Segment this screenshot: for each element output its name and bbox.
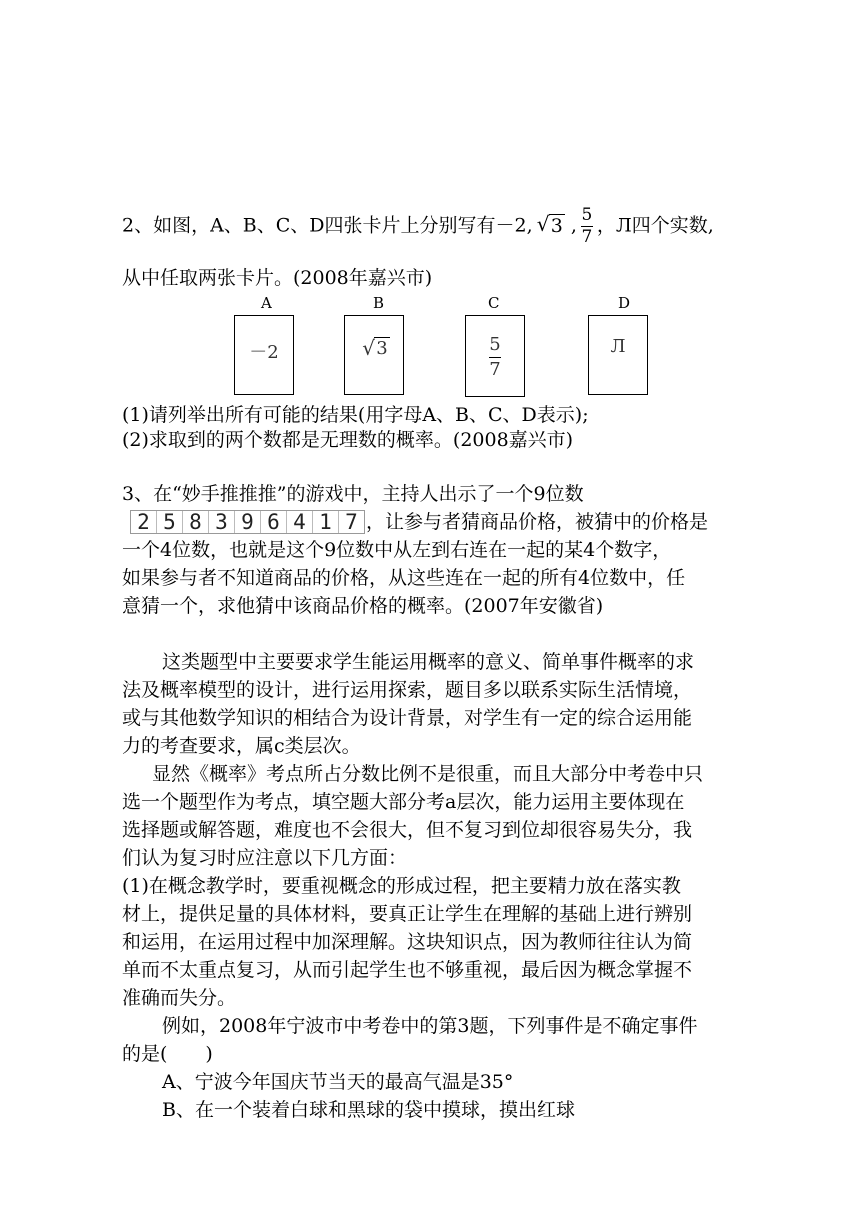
digit-cell: 5 [157,511,183,533]
q3-line5: 意猜一个，求他猜中该商品价格的概率。(2007年安徽省) [122,595,604,617]
digit-cell: 8 [183,511,209,533]
nine-digit-number [130,510,365,534]
p3-line5: 准确而失分。 [122,987,237,1009]
p1-line4: 力的考查要求，属c类层次。 [122,735,361,757]
q3-line1: 3、在“妙手推推推”的游戏中，主持人出示了一个9位数 [122,483,584,505]
digit-cell: 6 [261,511,287,533]
card-b-value: √ 3 [362,336,388,360]
p3-line2: 材上，提供足量的具体材料，要真正让学生在理解的基础上进行辨别 [122,903,693,925]
card-b-label: B [373,294,385,312]
card-c-value: $\frac{5}{7}$ [489,334,501,380]
digit-cell: 2 [131,511,157,533]
card-d-value: Л [610,336,626,357]
digit-cell: 7 [345,510,358,534]
p2-line2: 选一个题型作为考点，填空题大部分考a层次，能力运用主要体现在 [122,791,685,813]
card-c [465,315,525,397]
sqrt-3-expression: √ 3 [536,211,563,237]
card-a-value: －2 [249,342,279,363]
p4-line1: 例如，2008年宁波市中考卷中的第3题，下列事件是不确定事件 [162,1015,698,1037]
q2-line1: 2、如图，A、B、C、D四张卡片上分别写有－2, √ 3 , $\frac{5}{7}$ ，Л四个实数, [122,205,714,247]
q2-line2: 从中任取两张卡片。(2008年嘉兴市) [122,267,433,289]
p3-line4: 单而不太重点复习，从而引起学生也不够重视，最后因为概念掌握不 [122,959,693,981]
digit-cell: 1 [313,511,339,533]
p3-line3: 和运用，在运用过程中加深理解。这块知识点，因为教师往往认为简 [122,931,693,953]
option-b: B、在一个装着白球和黑球的袋中摸球，摸出红球 [162,1099,575,1121]
p2-line1: 显然《概率》考点所占分数比例不是很重，而且大部分中考卷中只 [152,763,704,785]
q2-line1-suffix: ，Л四个实数, [596,214,714,237]
fraction-5-7: $\frac{5}{7}$ [581,205,593,247]
q3-line3: 一个4位数，也就是这个9位数中从左到右连在一起的某4个数字， [122,539,672,561]
card-c-label: C [488,294,500,312]
digit-cell: 9 [235,511,261,533]
option-a: A、宁波今年国庆节当天的最高气温是35° [162,1071,514,1093]
card-a-label: A [261,294,272,312]
card-d [588,315,648,395]
card-d-label: D [618,294,631,312]
p2-line3: 选择题或解答题，难度也不会很大，但不复习到位却很容易失分，我 [122,819,693,841]
p1-line2: 法及概率模型的设计，进行运用探索，题目多以联系实际生活情境， [122,679,693,701]
p1-line1: 这类题型中主要要求学生能运用概率的意义、简单事件概率的求 [162,651,695,673]
q3-line2: ，让参与者猜商品价格，被猜中的价格是 [366,511,709,533]
digit-cell: 3 [209,511,235,533]
q3-line4: 如果参与者不知道商品的价格，从这些连在一起的所有4位数中，任 [122,567,686,589]
p2-line4: 们认为复习时应注意以下几方面： [122,847,408,869]
p1-line3: 或与其他数学知识的相结合为设计背景，对学生有一定的综合运用能 [122,707,693,729]
q2-line1-prefix: 2、如图，A、B、C、D四张卡片上分别写有－2, [122,214,533,237]
p3-line1: (1)在概念教学时，要重视概念的形成过程，把主要精力放在落实教 [122,875,681,897]
p4-line2: 的是( ) [122,1043,213,1065]
card-a [234,315,294,395]
q2-sub1: (1)请列举出所有可能的结果(用字母A、B、C、D表示); [122,404,589,426]
q2-sub2: (2)求取到的两个数都是无理数的概率。(2008嘉兴市) [122,429,574,451]
card-b [344,315,404,395]
digit-cell: 4 [287,511,313,533]
